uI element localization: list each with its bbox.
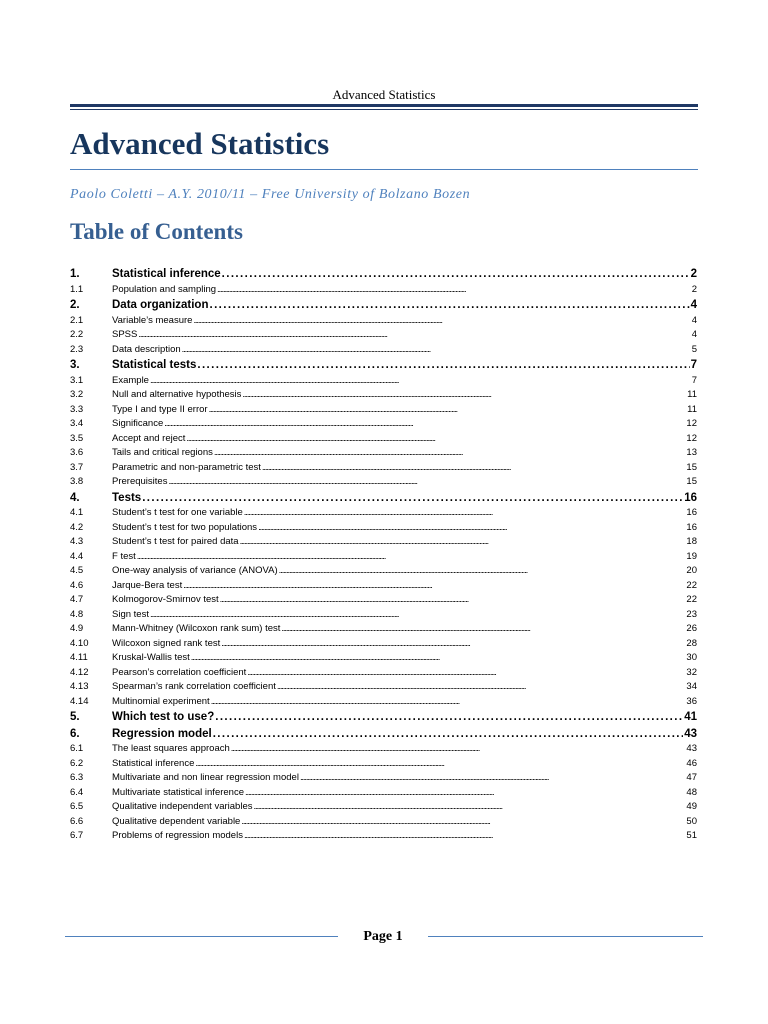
toc-entry-number: 6.6 xyxy=(70,815,84,827)
toc-entry-number: 4.9 xyxy=(70,623,84,634)
toc-dot-leader xyxy=(214,446,686,461)
toc-entry-page: 43 xyxy=(684,727,697,740)
toc-entry-page: 5 xyxy=(691,343,697,355)
toc-entry-page: 23 xyxy=(686,608,697,620)
toc-entry-page: 30 xyxy=(686,652,697,663)
toc-entry-title: Kolmogorov-Smirnov test xyxy=(112,594,219,605)
toc-entry-title: SPSS xyxy=(112,329,138,340)
toc-entry-page: 32 xyxy=(686,666,697,678)
toc-entry-title: Statistical inference xyxy=(112,268,221,280)
toc-entry-page: 16 xyxy=(686,507,697,518)
toc-entry-page: 46 xyxy=(686,757,697,769)
toc-entry-number: 4.3 xyxy=(70,536,84,547)
toc-entry-number: 4.8 xyxy=(70,608,84,620)
running-header: Advanced Statistics xyxy=(332,87,436,102)
toc-dot-leader xyxy=(138,328,690,343)
toc-entry-number: 3.6 xyxy=(70,447,84,458)
toc-entry-number: 6.3 xyxy=(70,772,84,783)
toc-entry-page: 7 xyxy=(691,374,697,386)
toc-entry[interactable] xyxy=(70,374,697,389)
toc-dot-leader xyxy=(164,417,685,432)
toc-dot-leader xyxy=(244,506,686,521)
toc-entry[interactable] xyxy=(70,535,697,550)
footer-rule-right xyxy=(428,936,703,937)
toc-entry-page: 26 xyxy=(686,623,697,634)
toc-entry[interactable] xyxy=(70,446,697,461)
toc-entry-page: 50 xyxy=(686,815,697,827)
toc-dot-leader xyxy=(247,666,685,681)
toc-entry-title: Sign test xyxy=(112,608,149,620)
toc-dot-leader xyxy=(281,622,685,637)
toc-entry[interactable] xyxy=(70,800,697,815)
toc-entry-page: 36 xyxy=(686,695,697,707)
toc-entry-title: Which test to use? xyxy=(112,711,215,723)
toc-entry[interactable] xyxy=(70,726,697,743)
toc-entry-title: Multinomial experiment xyxy=(112,695,210,707)
toc-entry[interactable] xyxy=(70,709,697,726)
toc-entry-title: Wilcoxon signed rank test xyxy=(112,637,221,649)
toc-entry-page: 16 xyxy=(686,521,697,533)
toc-entry-title: Multivariate and non linear regression model xyxy=(112,772,299,783)
toc-entry-page: 4 xyxy=(690,299,697,311)
toc-entry-title: Pearson’s correlation coefficient xyxy=(112,666,247,678)
toc-dot-leader xyxy=(262,461,686,476)
toc-dot-leader xyxy=(186,432,685,447)
toc-entry[interactable] xyxy=(70,666,697,681)
toc-entry[interactable] xyxy=(70,432,697,447)
toc-dot-leader xyxy=(253,800,685,815)
toc-entry[interactable] xyxy=(70,388,697,403)
toc-entry-page: 2 xyxy=(691,283,697,295)
toc-entry-number: 3.5 xyxy=(70,432,84,444)
toc-entry-number: 2.3 xyxy=(70,343,84,355)
toc-entry-title: Data description xyxy=(112,343,181,355)
toc-entry-number: 1. xyxy=(70,268,80,280)
toc-dot-leader xyxy=(209,297,689,314)
toc-entry-title: Kruskal-Wallis test xyxy=(112,652,190,663)
toc-dot-leader xyxy=(279,564,686,579)
toc-dot-leader xyxy=(213,726,684,743)
toc-entry-title: Student’s t test for paired data xyxy=(112,536,239,547)
toc-entry[interactable] xyxy=(70,771,697,786)
document-subtitle: Paolo Coletti – A.Y. 2010/11 – Free University of Bolzano Bozen xyxy=(70,187,471,202)
toc-entry[interactable] xyxy=(70,461,697,476)
toc-entry[interactable] xyxy=(70,550,697,565)
toc-entry-page: 12 xyxy=(686,432,697,444)
toc-entry-number: 6.2 xyxy=(70,757,84,769)
toc-entry[interactable] xyxy=(70,651,697,666)
toc-entry-page: 20 xyxy=(686,565,697,576)
toc-entry[interactable] xyxy=(70,475,697,490)
toc-entry-title: Data organization xyxy=(112,299,209,311)
toc-entry-number: 2.1 xyxy=(70,314,84,326)
toc-dot-leader xyxy=(142,490,683,507)
toc-entry-number: 2. xyxy=(70,299,80,311)
toc-dot-leader xyxy=(215,709,683,726)
toc-entry-title: F test xyxy=(112,550,136,562)
toc-entry[interactable] xyxy=(70,328,697,343)
toc-entry-title: Mann-Whitney (Wilcoxon rank sum) test xyxy=(112,623,281,634)
toc-entry-number: 6.1 xyxy=(70,743,84,754)
toc-entry-page: 19 xyxy=(686,550,697,562)
toc-dot-leader xyxy=(193,314,690,329)
toc-entry[interactable] xyxy=(70,622,697,637)
toc-entry-page: 28 xyxy=(686,637,697,649)
toc-entry-page: 4 xyxy=(691,329,697,340)
toc-entry-number: 4.7 xyxy=(70,594,84,605)
toc-entry-page: 22 xyxy=(686,579,697,591)
toc-entry[interactable] xyxy=(70,815,697,830)
toc-entry-title: One-way analysis of variance (ANOVA) xyxy=(112,565,278,576)
toc-entry-number: 3. xyxy=(70,359,80,371)
toc-dot-leader xyxy=(197,357,689,374)
toc-dot-leader xyxy=(211,695,686,710)
toc-dot-leader xyxy=(191,651,686,666)
toc-entry-number: 6.4 xyxy=(70,786,84,798)
toc-entry-title: Prerequisites xyxy=(112,476,168,487)
toc-entry-title: Null and alternative hypothesis xyxy=(112,389,242,400)
toc-entry-number: 1.1 xyxy=(70,283,84,295)
toc-entry-page: 11 xyxy=(687,389,697,400)
toc-entry-title: Spearman’s rank correlation coefficient xyxy=(112,681,276,692)
toc-entry-title: Qualitative dependent variable xyxy=(112,815,241,827)
toc-entry-title: Variable’s measure xyxy=(112,314,193,326)
toc-entry-title: Example xyxy=(112,374,149,386)
toc-entry-page: 16 xyxy=(684,491,697,504)
toc-entry-title: Statistical tests xyxy=(112,359,197,371)
toc-entry[interactable] xyxy=(70,314,697,329)
toc-entry[interactable] xyxy=(70,403,697,418)
toc-entry-number: 4.11 xyxy=(70,652,88,663)
toc-entry-title: Population and sampling xyxy=(112,283,217,295)
toc-entry-page: 22 xyxy=(686,594,697,605)
toc-entry-page: 15 xyxy=(686,476,697,487)
toc-dot-leader xyxy=(182,343,691,358)
toc-entry-title: Parametric and non-parametric test xyxy=(112,461,261,473)
toc-entry[interactable] xyxy=(70,579,697,594)
toc-entry-page: 51 xyxy=(686,830,697,841)
toc-entry-number: 4.14 xyxy=(70,695,89,707)
toc-entry-title: Statistical inference xyxy=(112,757,195,769)
toc-entry[interactable] xyxy=(70,593,697,608)
toc-entry-number: 6.5 xyxy=(70,801,84,812)
toc-entry-page: 43 xyxy=(686,743,697,754)
toc-heading: Table of Contents xyxy=(70,219,243,244)
toc-entry-page: 34 xyxy=(686,681,697,692)
toc-dot-leader xyxy=(220,593,686,608)
toc-entry-page: 7 xyxy=(690,359,697,371)
toc-entry-title: Qualitative independent variables xyxy=(112,801,253,812)
toc-entry-page: 13 xyxy=(686,447,697,458)
toc-entry-title: Tests xyxy=(112,491,142,504)
toc-entry-page: 4 xyxy=(691,314,697,326)
toc-entry-page: 11 xyxy=(687,403,697,415)
footer-rule-left xyxy=(65,936,338,937)
toc-entry-number: 4.13 xyxy=(70,681,89,692)
toc-entry-number: 4.2 xyxy=(70,521,84,533)
toc-entry-title: Student’s t test for two populations xyxy=(112,521,258,533)
toc-entry-title: Student’s t test for one variable xyxy=(112,507,243,518)
toc-dot-leader xyxy=(241,815,685,830)
header-rule-thin xyxy=(70,109,698,110)
toc-entry-number: 4.10 xyxy=(70,637,89,649)
toc-entry-number: 4.12 xyxy=(70,666,89,678)
toc-entry-number: 3.8 xyxy=(70,476,84,487)
page-number: Page 1 xyxy=(363,929,403,944)
toc-entry[interactable] xyxy=(70,357,697,374)
toc-entry[interactable] xyxy=(70,757,697,772)
toc-entry-title: Type I and type II error xyxy=(112,403,208,415)
toc-entry-number: 3.3 xyxy=(70,403,84,415)
toc-entry-page: 49 xyxy=(686,801,697,812)
toc-entry-number: 6.7 xyxy=(70,830,84,841)
toc-entry-number: 2.2 xyxy=(70,329,84,340)
toc-entry-number: 3.4 xyxy=(70,418,84,429)
header-rule xyxy=(70,104,698,107)
toc-entry-page: 48 xyxy=(686,786,697,798)
toc-entry-page: 18 xyxy=(686,536,697,547)
toc-entry[interactable] xyxy=(70,266,697,283)
toc-entry-number: 4. xyxy=(70,491,80,504)
table-of-contents xyxy=(70,266,697,844)
toc-entry-title: Jarque-Bera test xyxy=(112,579,183,591)
toc-entry[interactable] xyxy=(70,786,697,801)
toc-entry-title: Problems of regression models xyxy=(112,830,243,841)
toc-dot-leader xyxy=(258,521,685,536)
toc-entry-title: Regression model xyxy=(112,727,212,740)
toc-dot-leader xyxy=(245,786,685,801)
toc-entry-page: 12 xyxy=(686,418,697,429)
toc-dot-leader xyxy=(217,283,691,298)
toc-dot-leader xyxy=(150,374,691,389)
toc-entry-number: 3.1 xyxy=(70,374,84,386)
toc-entry[interactable] xyxy=(70,695,697,710)
toc-entry-number: 3.2 xyxy=(70,389,84,400)
toc-dot-leader xyxy=(240,535,686,550)
toc-entry[interactable] xyxy=(70,564,697,579)
toc-dot-leader xyxy=(231,742,686,757)
toc-entry[interactable] xyxy=(70,608,697,623)
toc-entry[interactable] xyxy=(70,521,697,536)
toc-entry[interactable] xyxy=(70,297,697,314)
toc-dot-leader xyxy=(150,608,685,623)
toc-entry-number: 4.5 xyxy=(70,565,84,576)
toc-entry-number: 5. xyxy=(70,711,80,723)
toc-dot-leader xyxy=(183,579,685,594)
toc-dot-leader xyxy=(277,680,686,695)
document-title: Advanced Statistics xyxy=(70,126,330,161)
toc-dot-leader xyxy=(195,757,685,772)
toc-entry-number: 4.1 xyxy=(70,507,84,518)
toc-entry[interactable] xyxy=(70,637,697,652)
title-rule xyxy=(70,169,698,170)
toc-entry[interactable] xyxy=(70,506,697,521)
toc-entry[interactable] xyxy=(70,680,697,695)
toc-dot-leader xyxy=(222,266,690,283)
toc-entry-page: 47 xyxy=(686,772,697,783)
toc-entry[interactable] xyxy=(70,829,697,844)
toc-dot-leader xyxy=(209,403,687,418)
toc-dot-leader xyxy=(221,637,685,652)
toc-entry[interactable] xyxy=(70,742,697,757)
toc-entry-page: 2 xyxy=(690,268,697,280)
toc-entry-title: Accept and reject xyxy=(112,432,186,444)
toc-dot-leader xyxy=(242,388,686,403)
toc-dot-leader xyxy=(168,475,685,490)
toc-dot-leader xyxy=(137,550,686,565)
toc-entry-number: 4.6 xyxy=(70,579,84,591)
toc-dot-leader xyxy=(244,829,685,844)
toc-entry-title: Tails and critical regions xyxy=(112,447,213,458)
toc-entry-page: 41 xyxy=(684,711,697,723)
toc-entry-number: 4.4 xyxy=(70,550,84,562)
toc-entry[interactable] xyxy=(70,343,697,358)
toc-entry-page: 15 xyxy=(686,461,697,473)
toc-entry-title: Multivariate statistical inference xyxy=(112,786,244,798)
toc-entry-title: The least squares approach xyxy=(112,743,230,754)
toc-entry-title: Significance xyxy=(112,418,164,429)
toc-entry-number: 6. xyxy=(70,727,80,740)
toc-dot-leader xyxy=(300,771,685,786)
toc-entry-number: 3.7 xyxy=(70,461,84,473)
toc-entry[interactable] xyxy=(70,417,697,432)
toc-entry[interactable] xyxy=(70,490,697,507)
toc-entry[interactable] xyxy=(70,283,697,298)
